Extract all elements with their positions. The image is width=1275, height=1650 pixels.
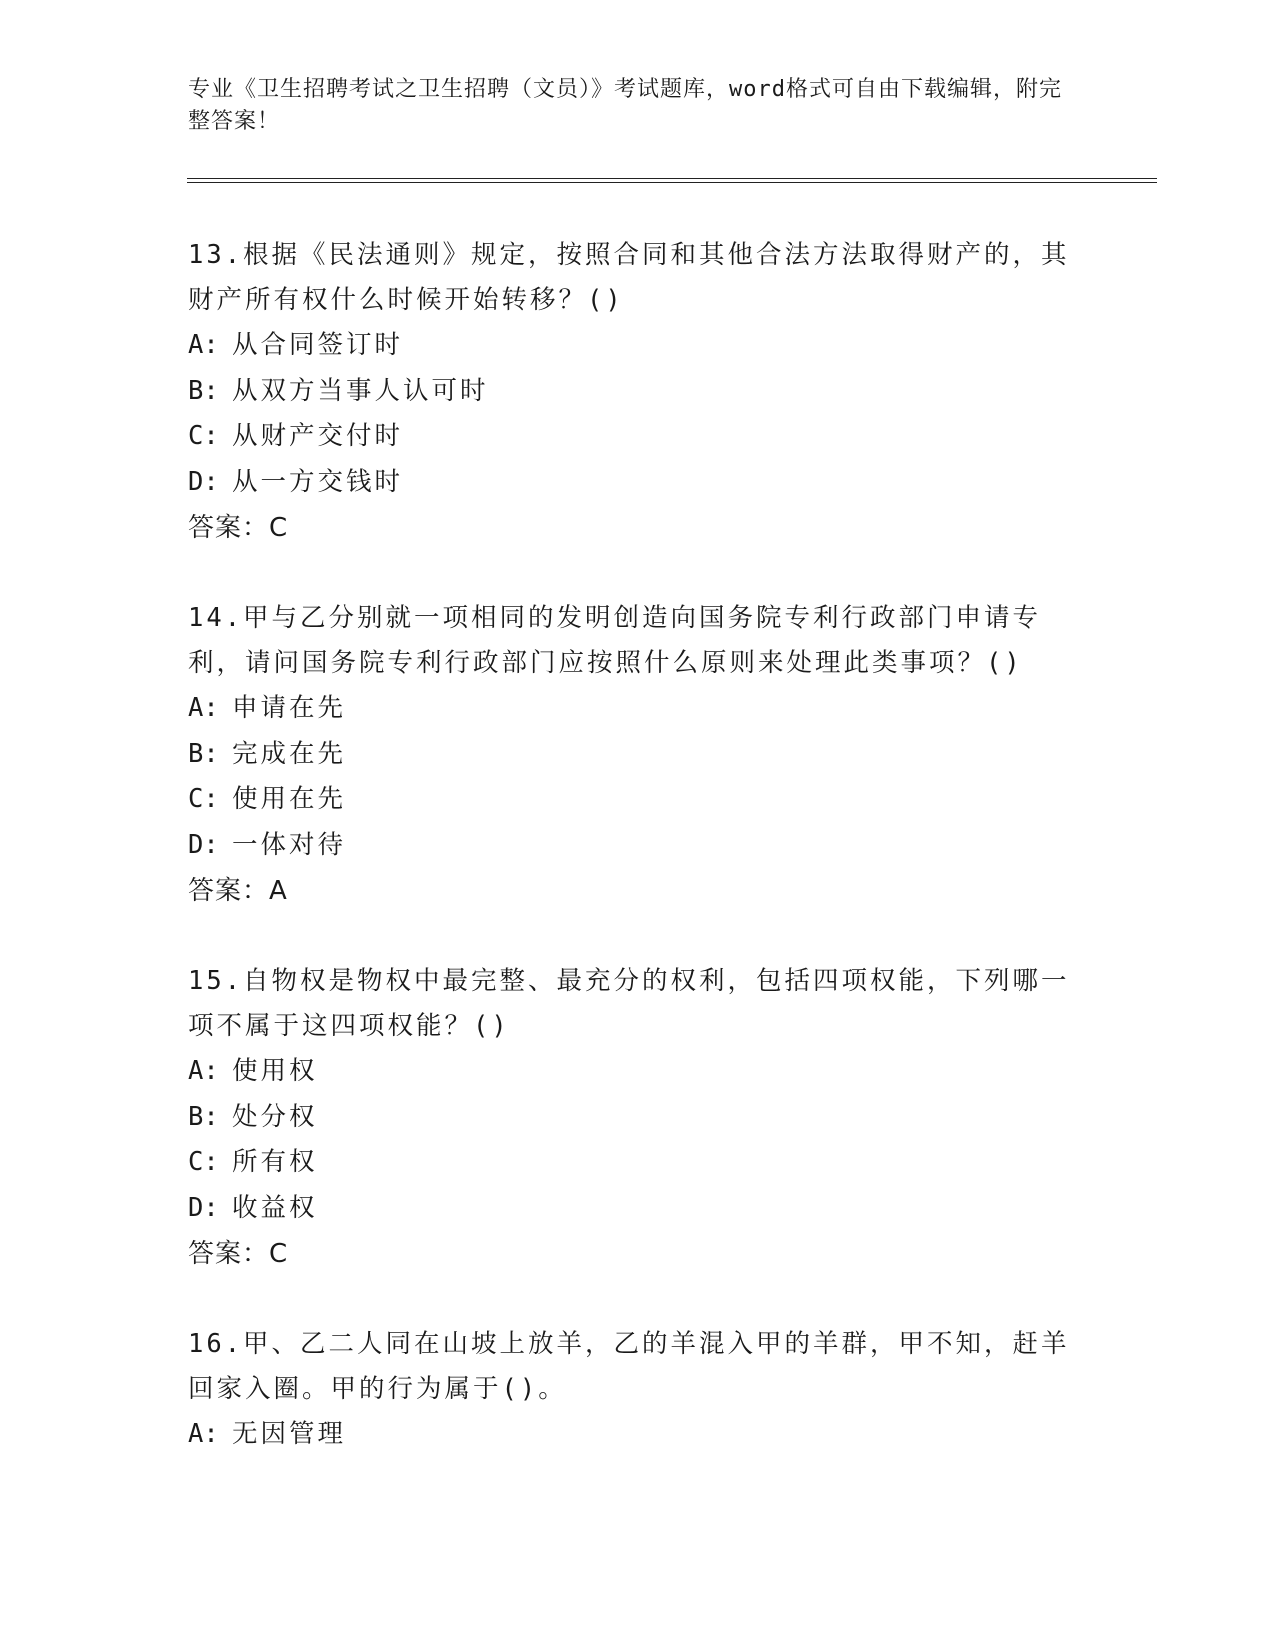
option-d [188,460,1088,506]
option-c [188,1140,1088,1186]
document-header [188,74,1068,138]
question-answer: 答案：C [188,1239,289,1269]
question-13 [188,233,1088,551]
option-label: D: [188,1192,219,1223]
option-text: 从双方当事人认可时 [232,375,489,406]
question-stem: 16.甲、乙二人同在山坡上放羊，乙的羊混入甲的羊群，甲不知，赶羊回家入圈。甲的行为属于()。 [188,1329,1070,1404]
option-text: 从合同签订时 [232,330,404,360]
option-c [188,414,1088,460]
option-label: D: [188,466,219,497]
option-a [188,686,1088,732]
option-label: C: [188,421,219,451]
question-stem: 15.自物权是物权中最完整、最充分的权利，包括四项权能，下列哪一项不属于这四项权能？() [188,966,1070,1041]
option-text: 从一方交钱时 [232,466,404,497]
option-text: 收益权 [232,1192,318,1223]
question-list [188,233,1088,1503]
option-label: A: [188,1056,219,1086]
option-d [188,1186,1088,1232]
question-answer: 答案：A [188,876,288,906]
option-text: 使用在先 [232,784,347,814]
question-14 [188,596,1088,914]
option-b [188,732,1088,778]
option-text: 所有权 [232,1147,318,1177]
option-label: C: [188,784,219,814]
option-a [188,323,1088,369]
option-a [188,1412,1088,1458]
option-d [188,823,1088,869]
option-text: 从财产交付时 [232,421,404,451]
option-text: 使用权 [232,1056,318,1086]
option-label: A: [188,693,219,723]
question-stem: 14.甲与乙分别就一项相同的发明创造向国务院专利行政部门申请专利，请问国务院专利行政部门应按照什么原则来处理此类事项？() [188,603,1042,678]
question-16 [188,1322,1088,1458]
header-divider-bottom [187,182,1157,183]
option-label: C: [188,1147,219,1177]
option-c [188,777,1088,823]
option-label: D: [188,829,219,860]
option-text: 一体对待 [232,829,347,860]
question-stem: 13.根据《民法通则》规定，按照合同和其他合法方法取得财产的，其财产所有权什么时候开始转移？() [188,240,1070,315]
option-label: B: [188,375,219,406]
option-label: B: [188,1101,219,1132]
question-15 [188,959,1088,1277]
option-a [188,1049,1088,1095]
question-answer: 答案：C [188,513,289,543]
option-b [188,1095,1088,1141]
option-text: 完成在先 [232,738,347,769]
option-text: 申请在先 [232,693,347,723]
header-divider-top [187,178,1157,179]
header-text: 专业《卫生招聘考试之卫生招聘（文员）》考试题库，word格式可自由下载编辑，附完整答案！ [188,77,1062,134]
option-text: 处分权 [232,1101,318,1132]
option-label: A: [188,1419,219,1449]
option-label: B: [188,738,219,769]
option-label: A: [188,330,219,360]
option-text: 无因管理 [232,1419,347,1449]
option-b [188,369,1088,415]
